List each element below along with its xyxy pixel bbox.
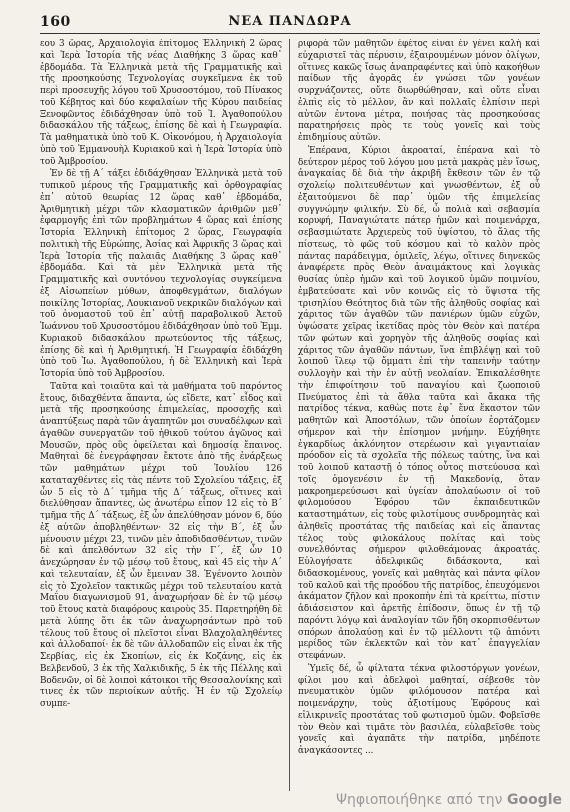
- header-rule: [40, 33, 540, 34]
- right-column: [298, 39, 540, 791]
- paragraph: Ταῦτα καὶ τοιαῦτα καὶ τὰ μαθήματα τοῦ παρόντος ἔτους, διδαχθέντα ἅπαντα, ὡς εἴδετε, κατ᾽ εἶδος καὶ μετὰ τῆς προσηκούσης ἐπιμελείας, προσοχῆς καὶ ἀναπτύξεως παρὰ τῶν ἀγαπητῶν μοι συναδέλφων καὶ ἀγαθῶν συνεργατῶν τοῦ ἠθικοῦ τούτου ἀγῶνος καὶ Μουσῶν, πρὸς οὓς ὀφείλεται καὶ δημοσίᾳ ἔπαινος. Μαθηταὶ δὲ ἐνεγράφησαν ἔκτοτε ἀπὸ τῆς ἐνάρξεως τῶν μαθημάτων μέχρι τοῦ Ἰουλίου 126 καταταχθέντες εἰς τὰς πέντε τοῦ Σχολείου τάξεις, ἐξ ὧν 5 εἰς τὸ Δ΄ τμῆμα τῆς Δ΄ τάξεως, οἵτινες καὶ διελύθησαν ἅπαντες, ὡς ἀνωτέρω εἶπον 12 εἰς τὸ Β΄ τμῆμα τῆς Δ΄ τάξεως, ἐξ ὧν ἀπελύθησαν μόνον 6, δύο ἐξ αὐτῶν ἀποβληθέντων· 32 εἰς τὴν Β΄, ἐξ ὧν μένουσιν μέχρι 23, τινῶν μὲν ἀποδιδασθέντων, τινῶν δὲ καὶ ἀπελθόντων 32 εἰς τὴν Γ΄, ἐξ ὧν 10 ἀνεχώρησαν ἐν τῷ μέσῳ τοῦ ἔτους, καὶ 45 εἰς τὴν Α΄ καὶ τελευταίαν, ἐξ ὧν ἔμειναν 38. Ἐγένοντο λοιπὸν εἰς τὸ Σχολεῖον τακτικῶς μέχρι τοῦ τελευταίου κατὰ Μαΐου διαγωνισμοῦ 91, ἀναχωρήσαν δὲ ἐν τῷ μέσῳ τοῦ ἔτους κατὰ διαφόρους καιροὺς 35. Παρετηρήθη δὲ μετὰ λύπης ὅτι ἐκ τῶν ἀναχωρησάντων πρὸ τοῦ τέλους τοῦ ἔτους οἱ πλεῖστοι εἶναι Βλαχολαληθέντες καὶ ἀλλοδαποί· ἐκ δὲ τῶν ἀλλοδαπῶν εἰς εἶναι ἐκ τῆς Σερβίας, εἰς ἐκ Σκοπίων, εἰς ἐκ Κοζάνης, εἰς ἐκ Βελβενδοῦ, 3 ἐκ τῆς Χαλκιδικῆς, 5 ἐκ τῆς Πέλλης καὶ Βοδενῶν, οἱ δὲ λοιποὶ κάτοικοι τῆς Θεσσαλονίκης καὶ τινες ἐκ τῶν περιοίκων αὐτῆς. Ἡ ἐν τῷ Σχολείῳ συμπε-: [40, 381, 282, 709]
- google-logo: Google: [506, 792, 562, 808]
- paragraph: εου 3 ὥρας, Ἀρχαιολογία ἐπίτομος Ἑλληνικὴ 2 ὥρας καὶ Ἱερὰ Ἱστορία τῆς νέας Διαθήκης 3 ὥρας καθ᾽ ἑβδομάδα. Τὰ Ἑλληνικὰ μετὰ τῆς Γραμματικῆς καὶ τῆς προσηκούσης Τεχνολογίας συγκεῖμενα ἐκ τοῦ περὶ προσευχῆς λόγου τοῦ Χρυσοστόμου, τοῦ Πίνακος τοῦ Κέβητος καὶ δύο κεφαλαίων τῆς Κύρου παιδείας Ξενοφῶντος ἐδιδάχθησαν ὑπὸ τοῦ Ἰ. Ἀγαθοπούλου διδασκάλου τῆς τάξεως, ἐπίσης δὲ καὶ ἡ Γεωγραφία. Τὰ μαθηματικὰ ὑπὸ τοῦ Κ. Οἰκονόμου, ἡ Ἀρχαιολογία ὑπὸ τοῦ Ἐμμανουὴλ Κυριακοῦ καὶ ἡ Ἱερὰ Ἱστορία ὑπὸ τοῦ Ἀμβροσίου.: [40, 39, 282, 167]
- digitization-watermark: [336, 792, 562, 808]
- paragraph: ριφορὰ τῶν μαθητῶν ἐφέτος εἶναι ἐν γένει καλὴ καὶ εὐχαριστεῖ τὰς πέρυσιν, ἐξαιρουμένων μόνον ὀλίγων, οἵτινες κακῶς ἴσως ἀναπραφέντες καὶ ὑπὸ κακοήθων παίδων τῆς ἀγορᾶς ἐν γνώσει τῶν γονέων συρχνάζοντες, οὔτε διωρθώθησαν, καὶ οὔτε εἶναι ἐλπὶς εἰς τὸ μέλλον, ἂν καὶ πολλαῖς ἐλπίσιν περὶ αὐτῶν ἐντονα μέτρα, ποιήσας τὰς προσηκούσας παρατηρήσεις πρὸς τε τοὺς γονεῖς καὶ τοὺς ἐπιδημίους αὐτῶν.: [298, 39, 540, 143]
- page-number: 160: [40, 14, 71, 30]
- running-title: ΝΕΑ ΠΑΝΔΩΡΑ: [228, 14, 352, 29]
- left-column: [40, 39, 282, 791]
- paragraph: Ἐν δὲ τῇ Α΄ τάξει ἐδιδάχθησαν Ἑλληνικὰ μετὰ τοῦ τυπικοῦ μέρους τῆς Γραμματικῆς καὶ ὀρθογραφίας ἐπ᾽ αὐτοῦ θεωρίας 12 ὥρας καθ᾽ ἑβδομάδα, Ἀριθμητικὴ μέχρι τῶν κλασματικῶν ἀριθμῶν μεθ᾽ ἐφαρμογῆς ἐπὶ τῶν προβλημάτων 4 ὥρας καὶ ἐπίσης Ἱστορία Ἑλληνικὴ ἐπίτομος 2 ὥρας, Γεωγραφία πολιτικὴ τῆς Εὐρώπης, Ἀσίας καὶ Ἀφρικῆς 3 ὥρας καὶ Ἱερὰ Ἱστορία τῆς παλαιᾶς Διαθήκης 3 ὥρας καθ᾽ ἑβδομάδα. Καὶ τὰ μὲν Ἑλληνικὰ μετὰ τῆς Γραμματικῆς καὶ συντόνου τεχνολογίας συγκείμενα ἐξ Αἰσωπείων μύθων, ἀποφθεγμάτων, διαλόγων ποικίλης Ἱστορίας, Λουκιανοῦ νεκρικῶν διαλόγων καὶ τοῦ ὀνομαστοῦ τοῦ ἐπ᾽ αὐτῇ παραβολικοῦ Ἀετοῦ Ἰωάννου τοῦ Χρυσοστόμου ἐδιδάχθησαν ὑπὸ τοῦ Ἐμμ. Κυριακοῦ διδασκάλου πρωτεύοντος τῆς τάξεως, ἐπίσης δὲ καὶ ἡ Ἀριθμητική. Ἡ Γεωγραφία ἐδιδάχθη ὑπὸ τοῦ Ἰω. Ἀγαθοπούλου, ἡ δὲ Ἑλληνικὴ καὶ Ἱερὰ Ἱστορία ὑπὸ τοῦ Ἀμβροσίου.: [40, 169, 282, 379]
- watermark-text: Ψηφιοποιήθηκε από την: [335, 792, 503, 808]
- page-header: [40, 12, 540, 34]
- paragraph: Ὑμεῖς δέ, ὦ φίλτατα τέκνα φιλοστόργων γονέων, φίλοι μου καὶ ἀδελφοὶ μαθηταί, σέβεσθε τὸν πνευματικὸν ὑμῶν φιλόμουσον πατέρα καὶ ποιμενάρχην, τοὺς ἀξιοτίμους Ἐφόρους καὶ εἰλικρινεῖς προστάτας τοῦ φωτισμοῦ ὑμῶν. Φοβεῖσθε τὸν Θεὸν καὶ τιμᾶτε τὸν βασιλέα, εὐλαβεῖσθε τοὺς γονεῖς καὶ ἀγαπᾶτε τὴν πατρίδα, μηδέποτε ἀναγκάσοντες ...: [298, 663, 540, 756]
- column-divider: [289, 39, 290, 791]
- paragraph: Ἐπέρανα, Κύριοι ἀκροαταί, ἐπέρανα καὶ τὸ δεύτερον μέρος τοῦ λόγου μου μετὰ μακρὰς μὲν ἴσως, ἀναγκαίας δὲ διὰ τὴν ἀκριβῆ ἔκθεσιν τῶν ἐν τῷ σχολείῳ πολιτευθέντων καὶ γνωσθέντων, ἐξ οὗ ἐξαιτούμενοι δὲ παρ᾽ ὑμῶν τῆς ἐπιμελείας συγγνώμην φιλικήν. Σὺ δέ, ὦ πολιὰ καὶ σεβασμία κορυφή, Παναγιώτατε πάτερ ἡμῶν καὶ ποιμενάρχα, σεβασμιώτατε Ἀρχιερεὺς τοῦ ὑψίστου, τὸ ἄλας τῆς πίστεως, τὸ φῶς τοῦ κόσμου καὶ τὸ καλὸν πρὸς πάντας παράδειγμα, ὁμιλεῖς, λέγω, οἵτινες διηνεκῶς ἀναφέρετε πρὸς Θεὸν ἀναιμάκτους καὶ λογικὰς θυσίας ὑπὲρ ἡμῶν καὶ τοῦ λογικοῦ ὑμῶν ποιμνίου, ἐμβατεύσατε καὶ νῦν κοινῶς εἰς τὸ ὕψιστα τῆς τρισηλίου Θεότητος διὰ τῶν τῆς ἀληθοῦς σοφίας καὶ χάριτος τῶν ἀγαθῶν τῶν πανιέρων ὑμῶν εὐχῶν, ὑψώσατε χεῖρας ἱκετίδας πρὸς τὸν Θεὸν καὶ πατέρα τῶν φώτων καὶ χορηγὸν τῆς ἀληθοῦς σοφίας καὶ χάριτος τῶν ἀγαθῶν πάντων, ἵνα ἐπιβλέψῃ καὶ τοῦ λοιποῦ ἵλεῳ τῷ ὄμματι ἐπὶ τὴν ταπεινὴν ταύτην συλλογὴν καὶ τὴν ἐν αὐτῇ νεολαίαν. Ἐπικαλέσθητε τὴν ἐπιφοίτησιν τοῦ παναγίου καὶ ζωοποιοῦ Πνεύματος ἐπὶ τὰ ἄθλα ταῦτα καὶ ἄκακα τῆς πατρίδος τέκνα, καθὼς ποτε ἐφ᾽ ἕνα ἕκαστον τῶν μαθητῶν καὶ Ἀποστόλων, τῶν ὁποίων ἑορτάζομεν σήμερον καὶ τὴν ἐπίσημον μνήμην. Εὐχήθητε ἐγκαρδίως ἀκλόνητον στερέωσιν καὶ γιγαντιαίαν πρόοδον εἰς τὰ σχολεῖα τῆς πόλεως ταύτης, ἵνα καὶ τοῦ λοιποῦ καταστῇ ὁ τόπος οὗτος πιστεύουσα καὶ τοῖς ὁμογενέσιν ἐν τῇ Μακεδονίᾳ, ὅταν μακροημερεύσωσι καὶ ὑγείαν ἀπολαύωσιν οἱ τοῦ φιλομούσου Ἐφόρου τῶν ἐκπαιδευτικῶν καταστημάτων, εἰς τοὺς φιλοτίμους συνδρομητὰς καὶ ἀληθεῖς προστάτας τῆς παιδείας καὶ εἰς ἅπαντας τέλος τοὺς φιλοκάλους πολίτας καὶ τοὺς συνελθόντας σήμερον φιλοθεάμονας ἀκροατάς. Εὐλογήσατε ἀδελφικῶς διδάσκοντα, καὶ διδασκομένους, γονεῖς καὶ μαθητὰς καὶ πάντα φίλον τοῦ καλοῦ καὶ τῆς προόδου τῆς πατρίδος, ἐπευχόμενοι ἀκάματον ζῆλον καὶ προκοπὴν ἐπὶ τὰ κρείττω, πίστιν ἀδιάσειστον καὶ ἀρετῆς ἐπίδοσιν, ὅπως ἐν τῇ τῷ παρόντι λόγῳ καὶ ἀναλογίαν τῶν ἤδη σκορπισθέντων σπόρων ἀπολαύσῃ καὶ ἐν τῷ μέλλοντι τῷ ἀπιόντι μερίδος τῶν ἐκλεκτῶν καὶ τὸν κατ᾽ ἐπαγγελίαν στεφάνων.: [298, 145, 540, 661]
